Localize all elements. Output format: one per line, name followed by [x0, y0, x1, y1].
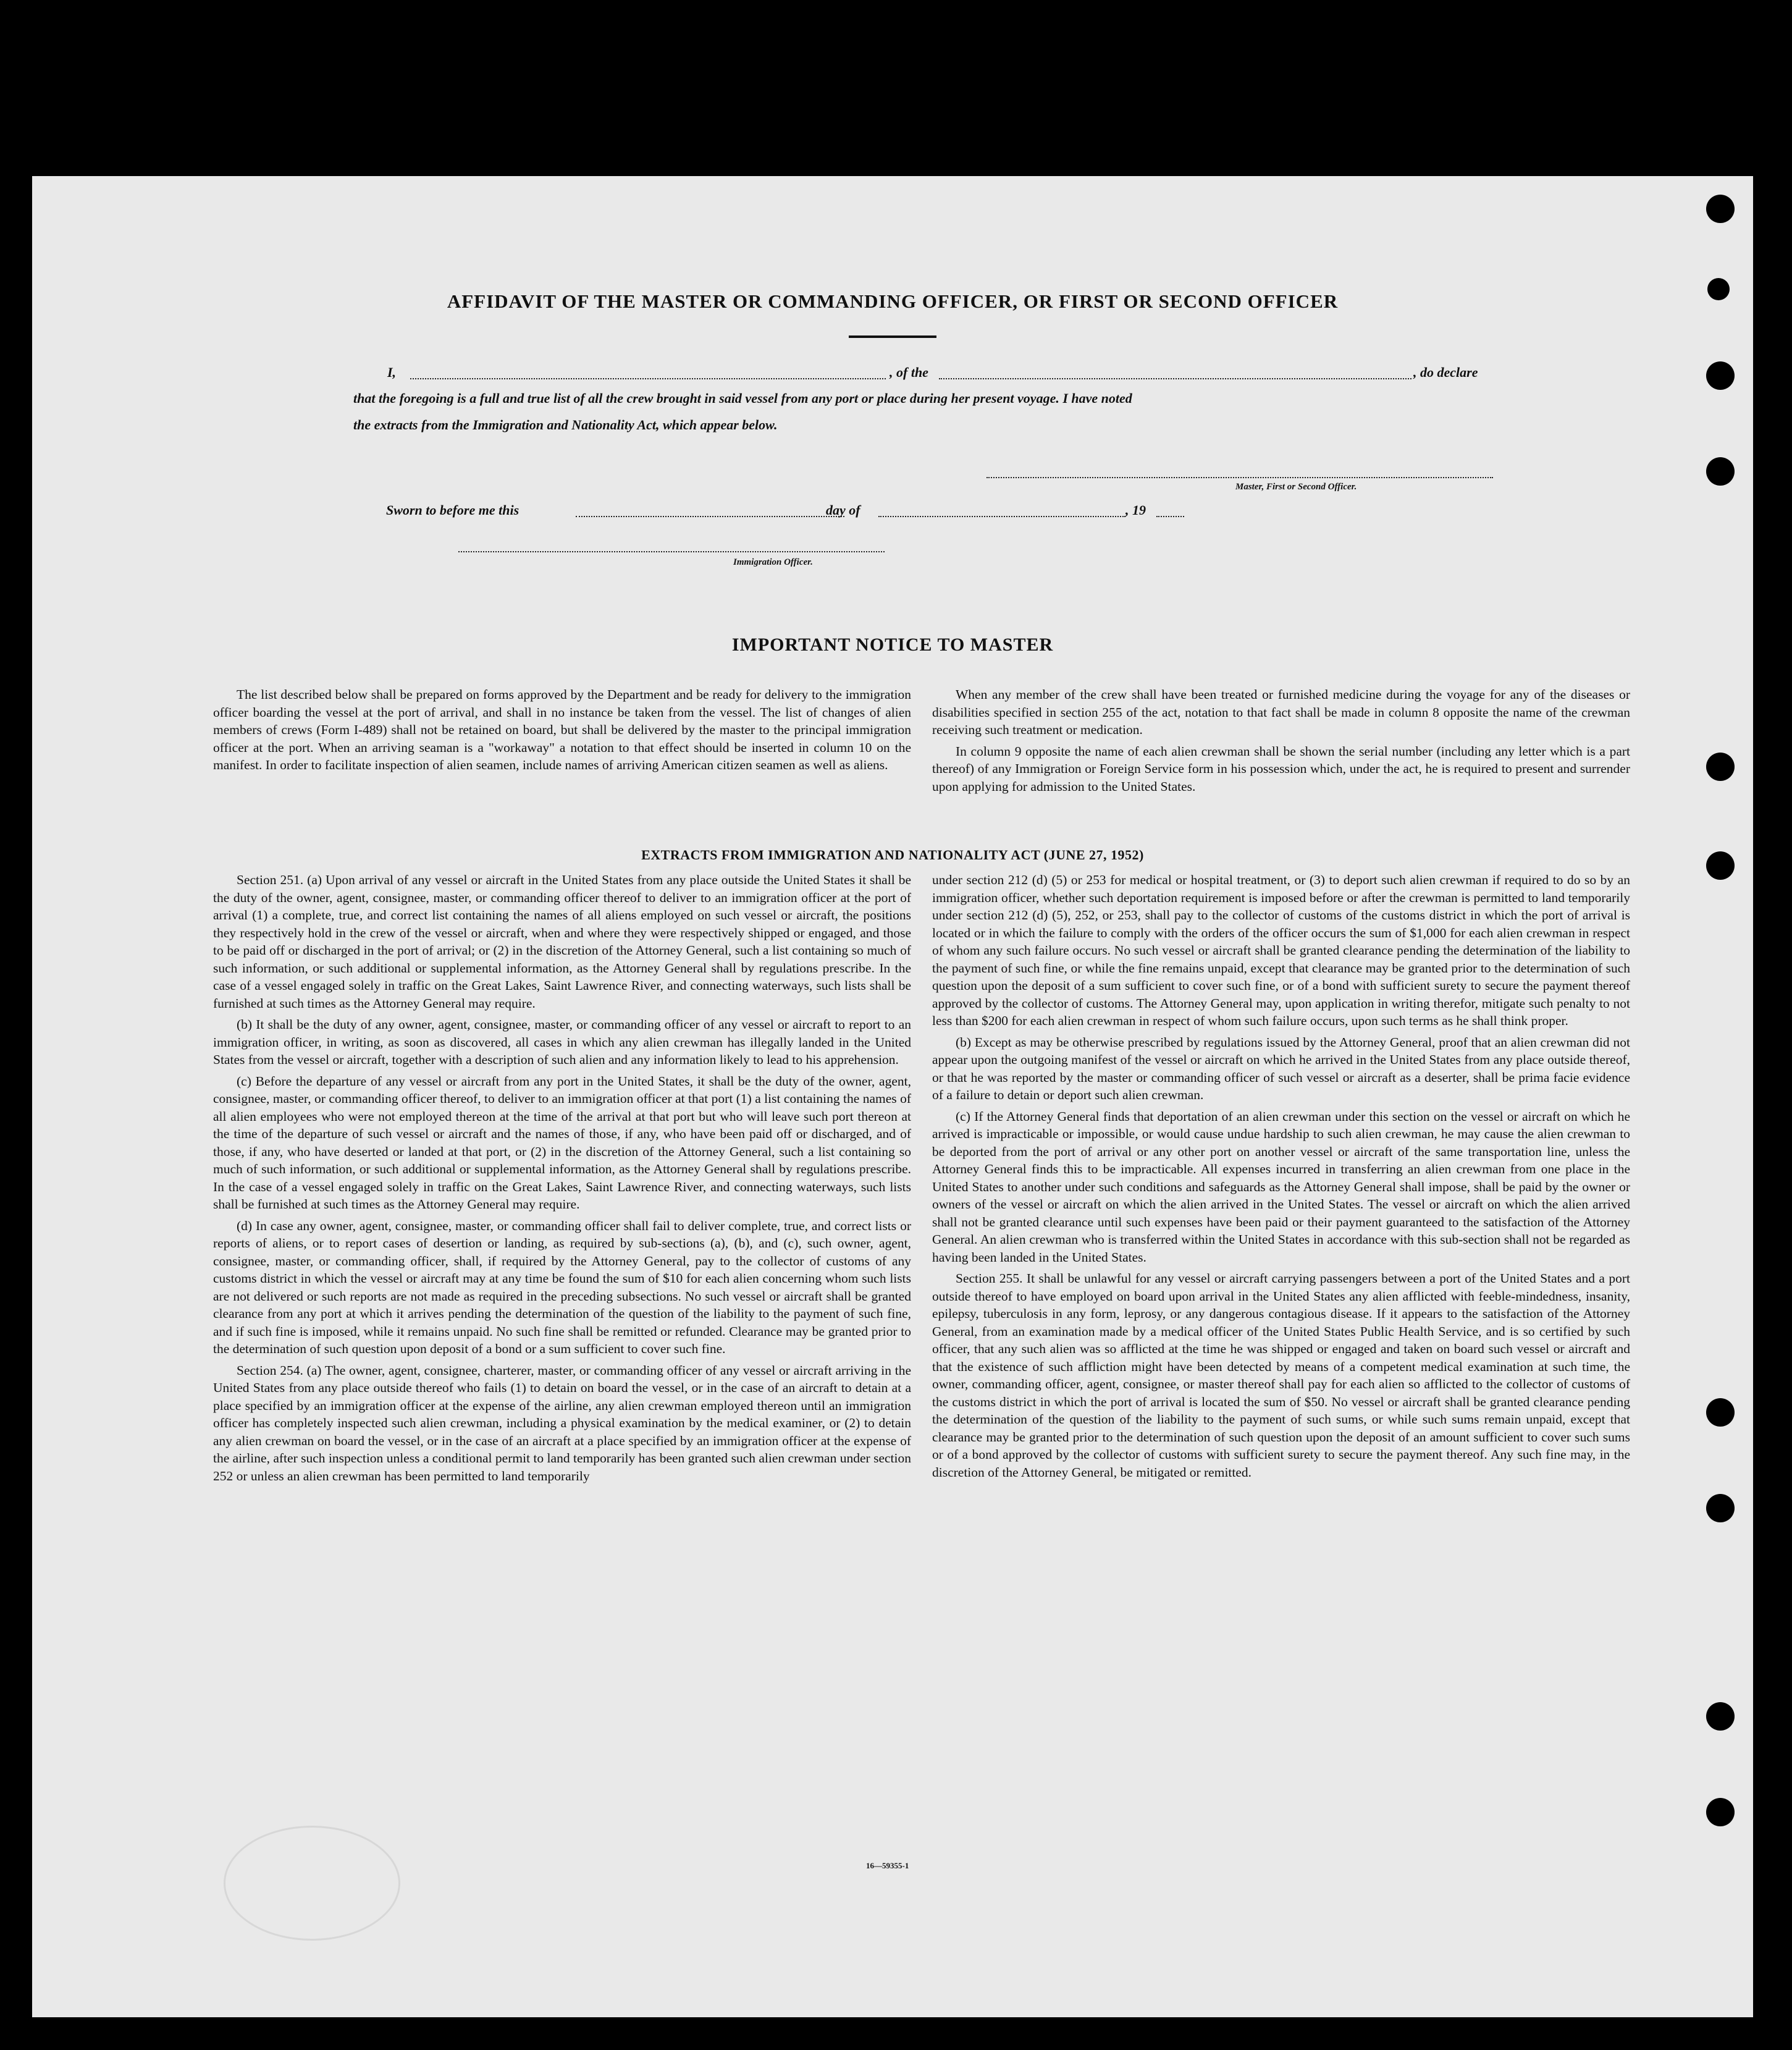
extracts-left-column — [213, 871, 911, 1488]
notice-title: IMPORTANT NOTICE TO MASTER — [731, 635, 1054, 655]
sworn-day-blank[interactable] — [576, 515, 844, 517]
day-of-label: day of — [826, 502, 860, 518]
document-sheet — [32, 176, 1753, 2017]
binder-hole — [1706, 1702, 1735, 1731]
title-rule — [849, 335, 936, 338]
form-code: 16—59355-1 — [866, 1861, 909, 1870]
notice-left-column — [213, 686, 911, 778]
declaration-line-2: that the foregoing is a full and true list of all the crew brought in said vessel from any port or place during her present voyage. I have noted — [353, 390, 1132, 406]
declare-label: , do declare — [1413, 365, 1478, 380]
faded-seal-stamp — [224, 1826, 400, 1941]
section-254-a-continued: under section 212 (d) (5) or 253 for medical or hospital treatment, or (3) to deport such alien crewman if required to do so by an immigration officer, whether such deportation requirement is imposed before or after the crewman is permitted to land temporarily under section 212 (d) (5), 252, or 253, shall pay to the collector of customs of the customs district in which the port of arrival is located or in which the failure to comply with the orders of the officer occurs the sum of $1,000 for each alien crewman in respect of whom any such failure occurs. No such vessel or aircraft shall be granted clearance pending the determination of the liability to the payment of such fine, or while the fine remains unpaid, except that clearance may be granted prior to the determination of such question upon the deposit of a sum sufficient to cover such fine, or of a bond with sufficient surety to secure the payment thereof approved by the collector of customs. The Attorney General may, upon application in writing therefor, mitigate such penalty to not less than $200 for each alien crewman in respect of whom such failure occurs, upon such terms as he shall think proper. — [932, 872, 1630, 1028]
section-254-c: (c) If the Attorney General finds that deportation of an alien crewman under this section on the vessel or aircraft on which he arrived is impracticable or impossible, or would cause undue hardship to such alien crewman, he may cause the alien crewman to be deported from the port of arrival or any other port on another vessel or aircraft of the same transportation line, unless the Attorney General finds this to be impracticable. All expenses incurred in transferring an alien crewman from one place in the United States to another under such conditions and safeguards as the Attorney General shall impose, shall be paid by the owner or owners of the vessel or aircraft on which the alien arrived in the United States. The vessel or aircraft on which the alien arrived shall not be granted clearance until such expenses have been paid or their payment guaranteed to the satisfaction of the Attorney General. An alien crewman who is transferred within the United States in accordance with this sub-section shall not be regarded as having been landed in the United States. — [932, 1108, 1630, 1265]
month-blank[interactable] — [878, 515, 1125, 517]
year-blank[interactable] — [1156, 515, 1184, 517]
sworn-label: Sworn to before me this — [386, 502, 520, 518]
extracts-title: EXTRACTS FROM IMMIGRATION AND NATIONALITY ACT (JUNE 27, 1952) — [641, 847, 1144, 863]
affidavit-i-label: I, — [387, 365, 397, 380]
binder-hole — [1706, 1494, 1735, 1522]
master-signature-caption: Master, First or Second Officer. — [1235, 482, 1357, 492]
name-blank[interactable] — [410, 377, 886, 379]
notice-right-column — [932, 686, 1630, 799]
section-255: Section 255. It shall be unlawful for any vessel or aircraft carrying passengers between a port of the United States and a port outside thereof to have employed on board upon arrival in the United States any alien afflicted with feeble-mindedness, insanity, epilepsy, tuberculosis in any form, leprosy, or any dangerous contagious disease. If it appears to the satisfaction of the Attorney General, from an examination made by a medical officer of the United States Public Health Service, and is so certified by such officer, that any such alien was so afflicted at the time he was shipped or engaged and taken on board such vessel or aircraft and that the existence of such affliction might have been detected by means of a competent medical examination at such time, the owner, commanding officer, agent, consignee, or master thereof shall pay for each alien so afflicted to the collector of customs of the customs district in which the port of arrival is located the sum of $50. No vessel or aircraft shall be granted clearance pending the determination of the question of the liability to the payment of such sums, or while such sums remain unpaid, except that clearance may be granted prior to the determination of such question upon the deposit of an amount sufficient to cover such sums or of a bond approved by the collector of customs with sufficient surety to secure the payment thereof. Any such fine may, in the discretion of the Attorney General, be mitigated or remitted. — [932, 1271, 1630, 1480]
section-254-a-start: Section 254. (a) The owner, agent, consignee, charterer, master, or commanding officer of any vessel or aircraft arriving in the United States from any place outside thereof who fails (1) to detain on board the vessel, or in the case of an aircraft to detain at a place specified by an immigration officer at the expense of the airline, any alien crewman employed thereon until an immigration officer has completely inspected such alien crewman, including a physical examination by the medical examiner, or (2) to detain any alien crewman on board the vessel, or in the case of an aircraft at a place specified by an immigration officer at the expense of the airline, after such inspection unless a conditional permit to land temporarily has been granted such alien crewman under section 252 or unless an alien crewman has been permitted to land temporarily — [213, 1362, 911, 1483]
binder-hole — [1706, 753, 1735, 781]
section-251-c: (c) Before the departure of any vessel or aircraft from any port in the United States, it shall be the duty of the owner, agent, consignee, master, or commanding officer thereof, to deliver to an immigration officer at that port (1) a list containing the names of all alien employees who were not employed thereon at the time of the arrival at that port but who will leave such port thereon at the time of the departure of such vessel or aircraft and the names of those, if any, who have been paid off or discharged, and of those, if any, who have deserted or landed at that port, or (2) in the discretion of the Attorney General, such a list containing so much of such information, or such additional or supplemental information, as the Attorney General shall by regulations prescribe. In the case of a vessel engaged solely in traffic on the Great Lakes, Saint Lawrence River, and connecting waterways, such lists shall be furnished at such times as the Attorney General may require. — [213, 1073, 911, 1212]
extracts-right-column — [932, 871, 1630, 1485]
binder-hole — [1706, 457, 1735, 486]
notice-left-paragraph: The list described below shall be prepared on forms approved by the Department and be ready for delivery to the immigration officer boarding the vessel at the port of arrival, and shall in no instance be taken from the vessel. The list of changes of alien members of crews (Form I-489) shall not be retained on board, but shall be delivered by the master to the principal immigration officer at the port. When an arriving seaman is a "workaway" a notation to that effect should be inserted in column 10 on the manifest. In order to facilitate inspection of alien seamen, include names of arriving American citizen seamen as well as aliens. — [213, 687, 911, 772]
affidavit-title: AFFIDAVIT OF THE MASTER OR COMMANDING OFFICER, OR FIRST OR SECOND OFFICER — [447, 290, 1339, 312]
section-254-b: (b) Except as may be otherwise prescribed by regulations issued by the Attorney General, proof that an alien crewman did not appear upon the outgoing manifest of the vessel or aircraft on which he arrived in the United States from any place outside thereof, or that he was reported by the master or commanding officer of such vessel or aircraft as a deserter, shall be prima facie evidence of a failure to detain or deport such alien crewman. — [932, 1034, 1630, 1102]
declaration-line-3: the extracts from the Immigration and Nationality Act, which appear below. — [353, 417, 778, 432]
notice-right-paragraph-2: In column 9 opposite the name of each alien crewman shall be shown the serial number (including any letter which is a part thereof) of any Immigration or Foreign Service form in his possession which, under the act, he is required to present and surrender upon applying for admission to the United States. — [932, 743, 1630, 794]
section-251-d: (d) In case any owner, agent, consignee, master, or commanding officer shall fail to deliver complete, true, and correct lists or reports of aliens, or to report cases of desertion or landing, as required by sub-sections (a), (b), and (c), such owner, agent, consignee, master, or commanding officer, shall, if required by the Attorney General, pay to the collector of customs of any customs district in which the vessel or aircraft may at any time be found the sum of $10 for each alien concerning whom such lists are not delivered or such reports are not made as required in the preceding subsections. No such vessel or aircraft shall be granted clearance from any port at which it arrives pending the determination of the question of the liability to the payment of such fine, and if such fine is imposed, while it remains unpaid. No such fine shall be remitted or refunded. Clearance may be granted prior to the determination of such question upon deposit of a bond or a sum sufficient to cover such fine. — [213, 1218, 911, 1356]
vessel-blank[interactable] — [939, 377, 1411, 379]
binder-hole — [1706, 1798, 1735, 1826]
immigration-officer-line[interactable] — [458, 550, 885, 552]
year-label: , 19 — [1125, 502, 1146, 518]
section-251-a: Section 251. (a) Upon arrival of any vessel or aircraft in the United States from any place outside the United States it shall be the duty of the owner, agent, consignee, master, or commanding officer thereof to deliver to an immigration officer at the port of arrival (1) a complete, true, and correct list containing the names of all aliens employed on such vessel or aircraft, the positions they respectively hold in the crew of the vessel or aircraft, when and where they were respectively shipped or engaged, and those to be paid off or discharged in the port of arrival; or (2) in the discretion of the Attorney General, such a list containing so much of such information, or such additional or supplemental information, as the Attorney General shall by regulations prescribe. In the case of a vessel engaged solely in traffic on the Great Lakes, Saint Lawrence River, and connecting waterways, such lists shall be furnished at such times as the Attorney General may require. — [213, 872, 911, 1011]
section-251-b: (b) It shall be the duty of any owner, agent, consignee, master, or commanding officer of any vessel or aircraft to report to an immigration officer, in writing, as soon as discovered, all cases in which any alien crewman has illegally landed in the United States from the vessel or aircraft, together with a description of such alien and any information likely to lead to his apprehension. — [213, 1017, 911, 1067]
binder-hole — [1706, 195, 1735, 223]
immigration-officer-caption: Immigration Officer. — [733, 557, 813, 567]
master-signature-line[interactable] — [986, 476, 1493, 478]
binder-hole — [1706, 361, 1735, 390]
binder-hole — [1706, 1398, 1735, 1427]
notice-right-paragraph-1: When any member of the crew shall have been treated or furnished medicine during the voyage for any of the diseases or disabilities specified in section 255 of the act, notation to that fact shall be made in column 8 opposite the name of the crewman receiving such treatment or medication. — [932, 687, 1630, 737]
of-the-label: , of the — [890, 365, 928, 380]
